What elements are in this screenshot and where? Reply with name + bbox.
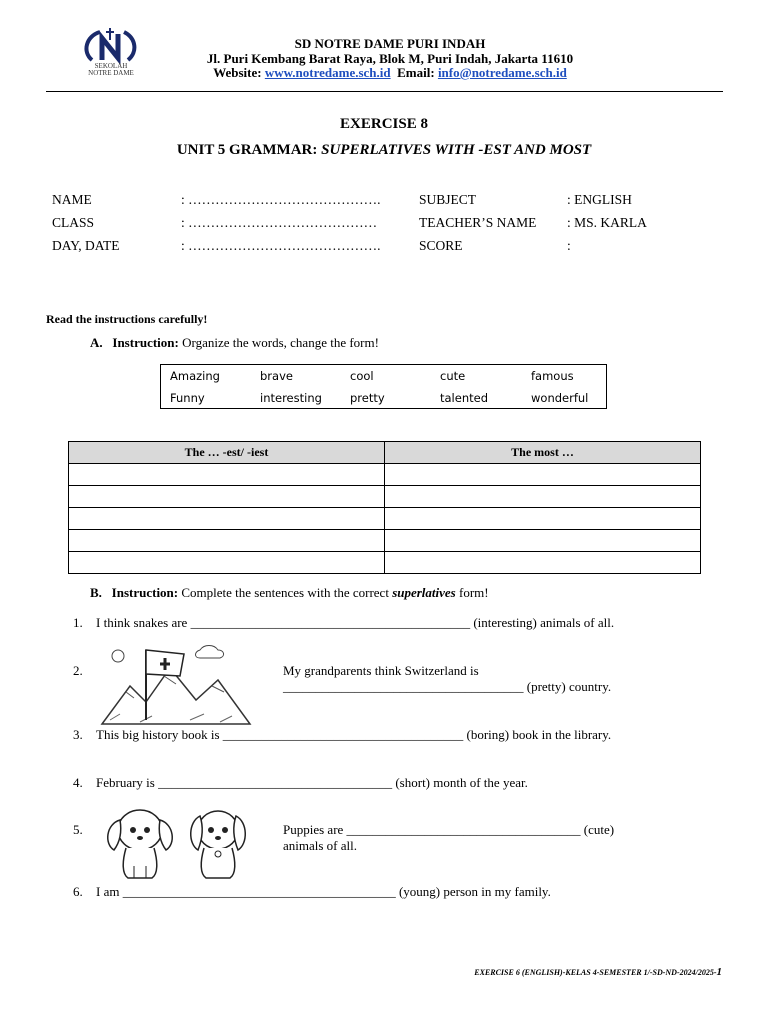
unit-prefix: UNIT 5 GRAMMAR: [176,142,322,158]
a-marker: A. [90,335,103,350]
q4-number: 4. [73,775,83,790]
a-label: Instruction: [112,335,179,350]
school-logo [78,26,144,78]
b-marker: B. [90,585,102,600]
instruction-a [90,335,379,351]
word: famous [531,369,574,383]
word: Amazing [170,369,220,383]
answer-cell[interactable] [385,486,701,508]
answer-cell[interactable] [69,508,385,530]
date-label: DAY, DATE [52,238,120,253]
q1-number: 1. [73,615,83,630]
answer-cell[interactable] [69,530,385,552]
word: Funny [170,391,205,405]
subject-value: : ENGLISH [567,192,632,207]
teacher-value: : MS. KARLA [567,215,647,230]
email-label: Email: [397,65,435,80]
unit-title [0,142,768,159]
q6-number: 6. [73,884,83,899]
answer-cell[interactable] [385,464,701,486]
answer-cell[interactable] [69,552,385,574]
page-footer [474,966,722,978]
q5-line2: animals of all. [283,838,358,853]
school-address: Jl. Puri Kembang Barat Raya, Blok M, Puri Indah, Jakarta 11610 [206,51,574,66]
word: cute [440,369,466,383]
answer-cell[interactable] [69,464,385,486]
logo-text-2: NOTRE DAME [88,69,134,77]
b-label: Instruction: [111,585,179,600]
table-row [69,530,701,552]
answer-cell[interactable] [69,486,385,508]
score-label: SCORE [419,238,463,253]
word: interesting [260,391,322,405]
name-field[interactable]: : ……………………………………. [181,192,381,207]
word: brave [260,369,293,383]
word-box [160,364,607,409]
word: talented [440,391,488,405]
notre-dame-logo-icon [78,26,144,66]
header-divider [46,91,723,92]
school-name: SD NOTRE DAME PURI INDAH [294,36,486,51]
q2-line2[interactable]: _____________________________________ (pretty) country. [283,679,612,694]
unit-topic: SUPERLATIVES WITH -EST AND MOST [321,142,592,158]
exercise-title: EXERCISE 8 [340,116,428,132]
footer-text: EXERCISE 6 (ENGLISH)-KELAS 4-SEMESTER 1/-SD-ND-2024/2025- [474,968,717,977]
date-field[interactable]: : ……………………………………. [181,238,381,253]
q3-text[interactable]: This big history book is _____________________________________ (boring) book in the library. [96,727,612,742]
score-value: : [567,238,571,253]
read-carefully: Read the instructions carefully! [46,312,208,326]
word: pretty [350,391,385,405]
school-contact [150,65,630,81]
table-row [69,464,701,486]
b-text-em: superlatives [392,585,456,600]
b-text-before: Complete the sentences with the correct [178,585,393,600]
class-field[interactable]: : …………………………………… [181,215,378,230]
email-link[interactable]: info@notredame.sch.id [437,65,567,80]
q5-line1[interactable]: Puppies are ____________________________________ (cute) [283,822,615,837]
q6-text[interactable]: I am __________________________________________ (young) person in my family. [96,884,551,899]
instruction-b [90,585,489,601]
puppies-illustration-icon [100,800,260,882]
q1-text[interactable]: I think snakes are ___________________________________________ (interesting) animals of all. [96,615,615,630]
website-link[interactable]: www.notredame.sch.id [264,65,391,80]
website-label: Website: [213,65,262,80]
q4-text[interactable]: February is ____________________________________ (short) month of the year. [96,775,528,790]
b-text-after: form! [455,585,489,600]
word: wonderful [531,391,589,405]
q3-number: 3. [73,727,83,742]
table-row [69,552,701,574]
table-row [69,508,701,530]
col-est-header: The … -est/ -iest [69,442,385,464]
answer-cell[interactable] [385,552,701,574]
word: cool [350,369,374,383]
q2-number: 2. [73,663,83,678]
answer-table [68,441,701,574]
q5-number: 5. [73,822,83,837]
answer-cell[interactable] [385,530,701,552]
col-most-header: The most … [385,442,701,464]
a-text: Organize the words, change the form! [178,335,379,350]
logo-text-1: SEKOLAH [94,62,128,70]
table-row [69,486,701,508]
class-label: CLASS [52,215,95,230]
page-number: 1 [716,966,722,978]
teacher-label: TEACHER’S NAME [419,215,537,230]
name-label: NAME [52,192,92,207]
q2-line1: My grandparents think Switzerland is [283,663,479,678]
switzerland-mountains-illustration-icon [100,640,252,726]
answer-cell[interactable] [385,508,701,530]
subject-label: SUBJECT [419,192,477,207]
